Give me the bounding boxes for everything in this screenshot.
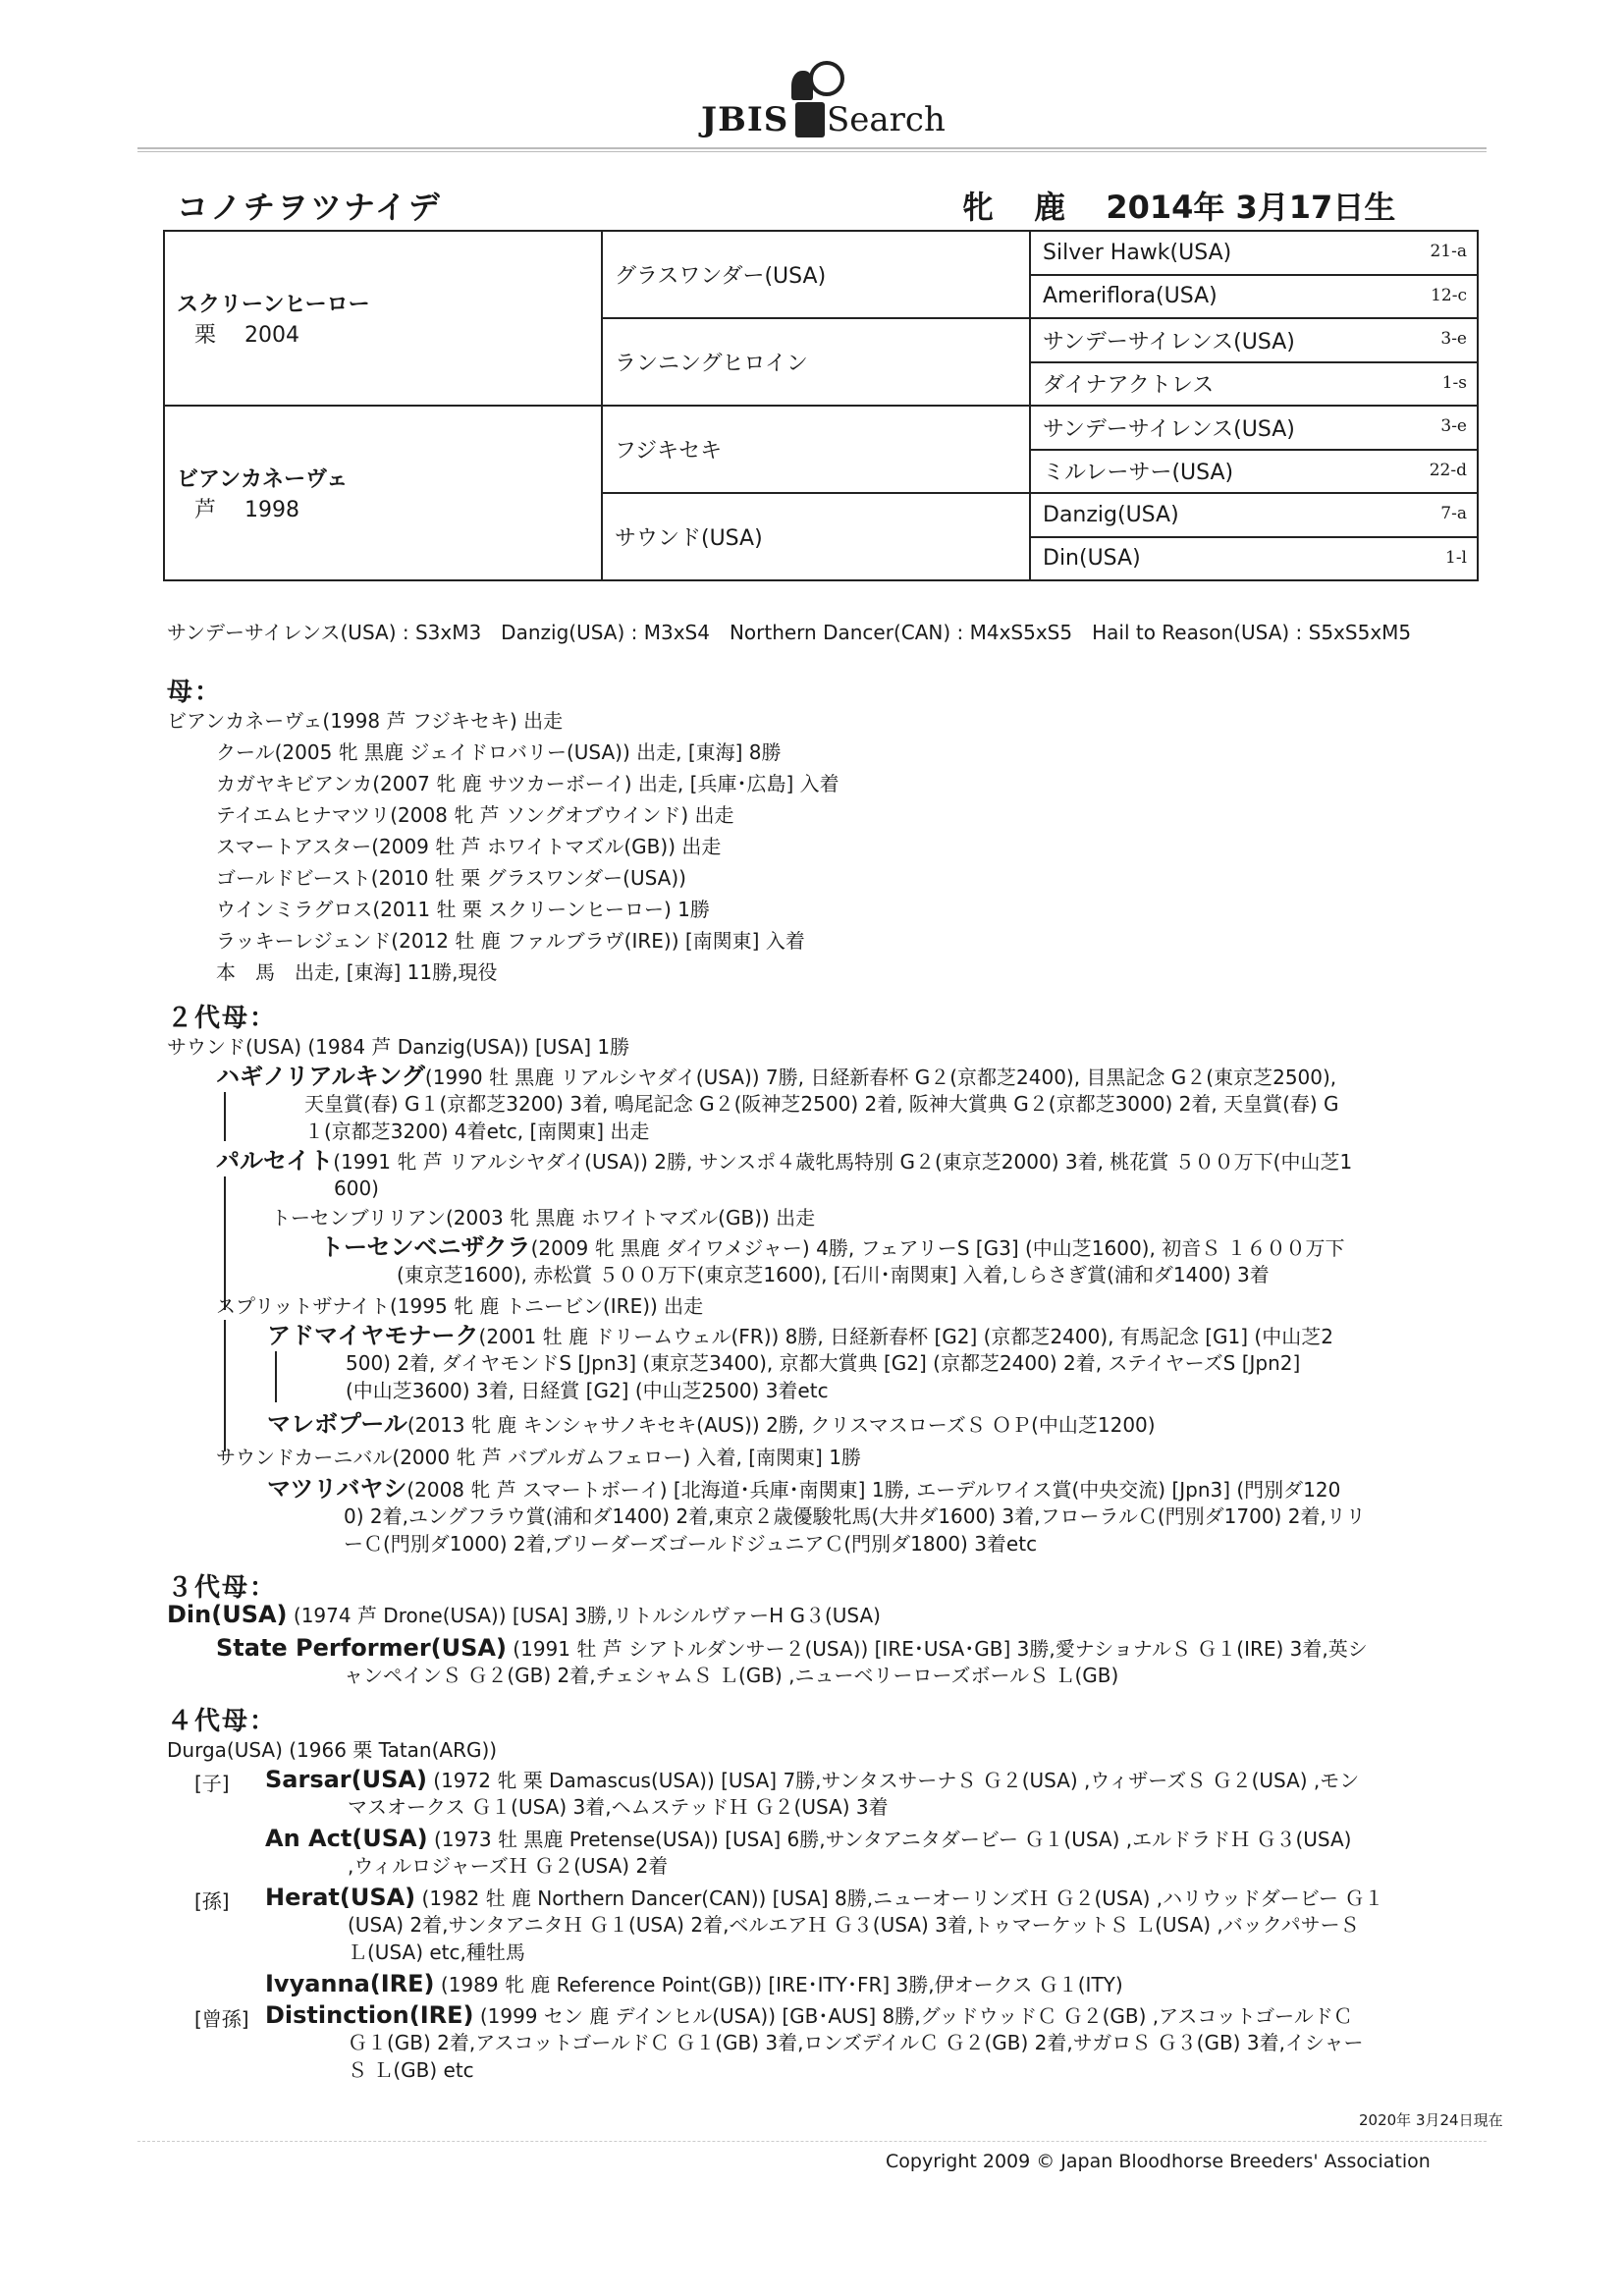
family-line: サウンド(USA) (1984 芦 Danzig(USA)) [USA] 1勝 [167, 1035, 630, 1059]
pedigree-dam [164, 406, 602, 580]
family-line: 0) 2着,ユングフラウ賞(浦和ダ1400) 2着,東京２歳優駿牝馬(大井ダ1600) 3着,フローラルＣ(門別ダ1700) 2着,リリ [344, 1504, 1366, 1528]
family-line: Ｇ１(GB) 2着,アスコットゴールドＣ Ｇ１(GB) 3着,ロンズデイルＣ Ｇ２(GB) 2着,サガロＳ Ｇ３(GB) 3着,イシャー [348, 2031, 1364, 2054]
family-line: 本 馬 出走, [東海] 11勝,現役 [216, 960, 498, 984]
dam-name: ビアンカネーヴェ [177, 467, 349, 492]
tree-line [224, 1320, 226, 1451]
family-line: カガヤキビアンカ(2007 牝 鹿 サツカーボーイ) 出走, [兵庫･広島] 入着 [216, 772, 839, 795]
sire-name: スクリーンヒーロー [177, 293, 370, 317]
heading-g2: ２代母： [167, 1004, 278, 1033]
family-line: 天皇賞(春) G１(京都芝3200) 3着, 鳴尾記念 G２(阪神芝2500) 2着, 阪神大賞典 G２(京都芝3000) 2着, 天皇賞(春) G [304, 1092, 1339, 1116]
family-line: トーセンブリリアン(2003 牝 黒鹿 ホワイトマズル(GB)) 出走 [271, 1206, 816, 1230]
tag-great-grandchild: [曾孫] [194, 2007, 249, 2031]
dam-info: 芦 1998 [194, 498, 300, 522]
heading-g4: ４代母： [167, 1707, 278, 1736]
family-line: マツリバヤシ(2008 牝 芦 スマートボーイ) [北海道･兵庫･南関東] 1勝, エーデルワイス賞(中央交流) [Jpn3] (門別ダ120 [267, 1475, 1341, 1503]
family-line: Distinction(IRE) (1999 セン 鹿 デインヒル(USA)) [GB･AUS] 8勝,グッドウッドＣ Ｇ２(GB) ,アスコットゴールドＣ [265, 2001, 1353, 2029]
horse-birthdate: 2014年 3月17日生 [1106, 189, 1396, 226]
family-line: マレボプール(2013 牝 鹿 キンシャサノキセキ(AUS)) 2勝, クリスマスローズＳ ＯＰ(中山芝1200) [267, 1410, 1156, 1438]
pedigree-g3: サンデーサイレンス(USA) 3-e [1030, 318, 1478, 362]
tree-line [224, 1092, 226, 1141]
inbreeding-line: サンデーサイレンス(USA) : S3xM3 Danzig(USA) : M3xS4 Northern Dancer(CAN) : M4xS5xS5 Hail to Reason(USA) : S5xS5xM5 [167, 621, 1412, 644]
family-line: Sarsar(USA) (1972 牝 栗 Damascus(USA)) [USA] 7勝,サンタスサーナＳ Ｇ２(USA) ,ウィザーズＳ Ｇ２(USA) ,モン [265, 1766, 1360, 1793]
family-line: ハギノリアルキング(1990 牡 黒鹿 リアルシヤダイ(USA)) 7勝, 日経新春杯 G２(京都芝2400), 目黒記念 G２(東京芝2500), [216, 1063, 1337, 1090]
sire-info: 栗 2004 [194, 323, 300, 348]
pedigree-g3: ダイナアクトレス 1-s [1030, 362, 1478, 407]
family-line: サウンドカーニバル(2000 牝 芦 バブルガムフェロー) 入着, [南関東] 1勝 [216, 1446, 861, 1469]
family-line: パルセイト(1991 牝 芦 リアルシヤダイ(USA)) 2勝, サンスポ４歳牝馬特別 G２(東京芝2000) 3着, 桃花賞 ５００万下(中山芝1 [216, 1147, 1353, 1175]
family-line: ビアンカネーヴェ(1998 芦 フジキセキ) 出走 [167, 709, 564, 733]
header-rule [137, 147, 1487, 152]
family-line: １(京都芝3200) 4着etc, [南関東] 出走 [304, 1120, 650, 1143]
pedigree-g3: Ameriflora(USA) 12-c [1030, 275, 1478, 319]
family-line: トーセンベニザクラ(2009 牝 黒鹿 ダイワメジャー) 4勝, フェアリーS [G3] (中山芝1600), 初音Ｓ １６００万下 [320, 1233, 1345, 1261]
pedigree-g2: サウンド(USA) [602, 493, 1030, 580]
family-line: Ｓ Ｌ(GB) etc [348, 2058, 474, 2082]
family-line: スプリットザナイト(1995 牝 鹿 トニービン(IRE)) 出走 [216, 1294, 704, 1318]
horse-meta [962, 183, 1425, 228]
pedigree-g3: Danzig(USA) 7-a [1030, 493, 1478, 537]
tag-child: [子] [194, 1772, 230, 1795]
pedigree-g3: Silver Hawk(USA) 21-a [1030, 231, 1478, 275]
pedigree-g2: フジキセキ [602, 406, 1030, 493]
horse-name: コノチヲツナイデ [177, 189, 442, 226]
as-of-date: 2020年 3月24日現在 [1359, 2111, 1503, 2129]
pedigree-g3: ミルレーサー(USA) 22-d [1030, 450, 1478, 494]
family-line: ャンペインＳ Ｇ２(GB) 2着,チェシャムＳ Ｌ(GB) ,ニューベリーローズボールＳ Ｌ(GB) [344, 1664, 1119, 1687]
family-line: (東京芝1600), 赤松賞 ５００万下(東京芝1600), [石川･南関東] 入着,しらさぎ賞(浦和ダ1400) 3着 [397, 1263, 1270, 1286]
copyright: Copyright 2009 © Japan Bloodhorse Breeders' Association [886, 2151, 1431, 2172]
family-line: ウインミラグロス(2011 牡 栗 スクリーンヒーロー) 1勝 [216, 898, 710, 921]
family-line: ラッキーレジェンド(2012 牡 鹿 ファルブラヴ(IRE)) [南関東] 入着 [216, 929, 805, 953]
heading-dam: 母： [167, 678, 223, 707]
horse-sex: 牝 [962, 189, 995, 226]
family-line: State Performer(USA) (1991 牡 芦 シアトルダンサー２(USA)) [IRE･USA･GB] 3勝,愛ナショナルＳ Ｇ１(IRE) 3着,英シ [216, 1634, 1368, 1662]
family-line: 600) [334, 1176, 379, 1200]
pedigree-g3: サンデーサイレンス(USA) 3-e [1030, 406, 1478, 450]
heading-g3: ３代母： [167, 1573, 278, 1603]
pedigree-g2: グラスワンダー(USA) [602, 231, 1030, 318]
family-line: 500) 2着, ダイヤモンドS [Jpn3] (東京芝3400), 京都大賞典 [G2] (京都芝2400) 2着, ステイヤーズS [Jpn2] [346, 1351, 1301, 1375]
bag-icon [795, 102, 825, 137]
pedigree-g2: ランニングヒロイン [602, 318, 1030, 406]
tree-line [275, 1351, 277, 1402]
family-line: ゴールドビースト(2010 牡 栗 グラスワンダー(USA)) [216, 866, 686, 890]
family-line: Ivyanna(IRE) (1989 牝 鹿 Reference Point(GB)) [IRE･ITY･FR] 3勝,伊オークス Ｇ１(ITY) [265, 1970, 1123, 1997]
family-line: ーＣ(門別ダ1000) 2着,ブリーダーズゴールドジュニアＣ(門別ダ1800) 3着etc [344, 1532, 1038, 1556]
tag-grandchild: [孫] [194, 1889, 230, 1913]
magnifier-icon [809, 61, 844, 96]
family-line: テイエムヒナマツリ(2008 牝 芦 ソングオブウインド) 出走 [216, 803, 734, 827]
family-line: Din(USA) (1974 芦 Drone(USA)) [USA] 3勝,リトルシルヴァーH G３(USA) [167, 1601, 881, 1628]
footer-rule [137, 2141, 1487, 2142]
pedigree-sire [164, 231, 602, 406]
family-line: スマートアスター(2009 牡 芦 ホワイトマズル(GB)) 出走 [216, 835, 722, 858]
family-line: Herat(USA) (1982 牡 鹿 Northern Dancer(CAN)) [USA] 8勝,ニューオーリンズＨ Ｇ２(USA) ,ハリウッドダービー Ｇ１ [265, 1884, 1384, 1911]
family-line: Ｌ(USA) etc,種牡馬 [348, 1941, 525, 1964]
family-line: アドマイヤモナーク(2001 牡 鹿 ドリームウェル(FR)) 8勝, 日経新春杯 [G2] (京都芝2400), 有馬記念 [G1] (中山芝2 [267, 1322, 1333, 1349]
jbis-search-logo [701, 57, 946, 139]
logo-jbis: JBIS [701, 100, 789, 139]
family-line: マスオークス Ｇ１(USA) 3着,ヘムステッドＨ Ｇ２(USA) 3着 [348, 1795, 889, 1819]
family-line: (USA) 2着,サンタアニタＨ Ｇ１(USA) 2着,ベルエアＨ Ｇ３(USA) 3着,トゥマーケットＳ Ｌ(USA) ,バックパサーＳ [348, 1913, 1360, 1937]
logo-search: Search [827, 100, 946, 139]
family-line: An Act(USA) (1973 牡 黒鹿 Pretense(USA)) [USA] 6勝,サンタアニタダービー Ｇ１(USA) ,エルドラドＨ Ｇ３(USA) [265, 1825, 1352, 1852]
family-line: Durga(USA) (1966 栗 Tatan(ARG)) [167, 1738, 498, 1762]
pedigree-table [163, 230, 1479, 581]
horse-color: 鹿 [1034, 189, 1066, 226]
pedigree-g3: Din(USA) 1-l [1030, 537, 1478, 581]
family-line: ,ウィルロジャーズＨ Ｇ２(USA) 2着 [348, 1854, 669, 1878]
family-line: (中山芝3600) 3着, 日経賞 [G2] (中山芝2500) 3着etc [346, 1379, 829, 1402]
tree-line [224, 1176, 226, 1310]
family-line: クール(2005 牝 黒鹿 ジェイドロバリー(USA)) 出走, [東海] 8勝 [216, 740, 782, 764]
